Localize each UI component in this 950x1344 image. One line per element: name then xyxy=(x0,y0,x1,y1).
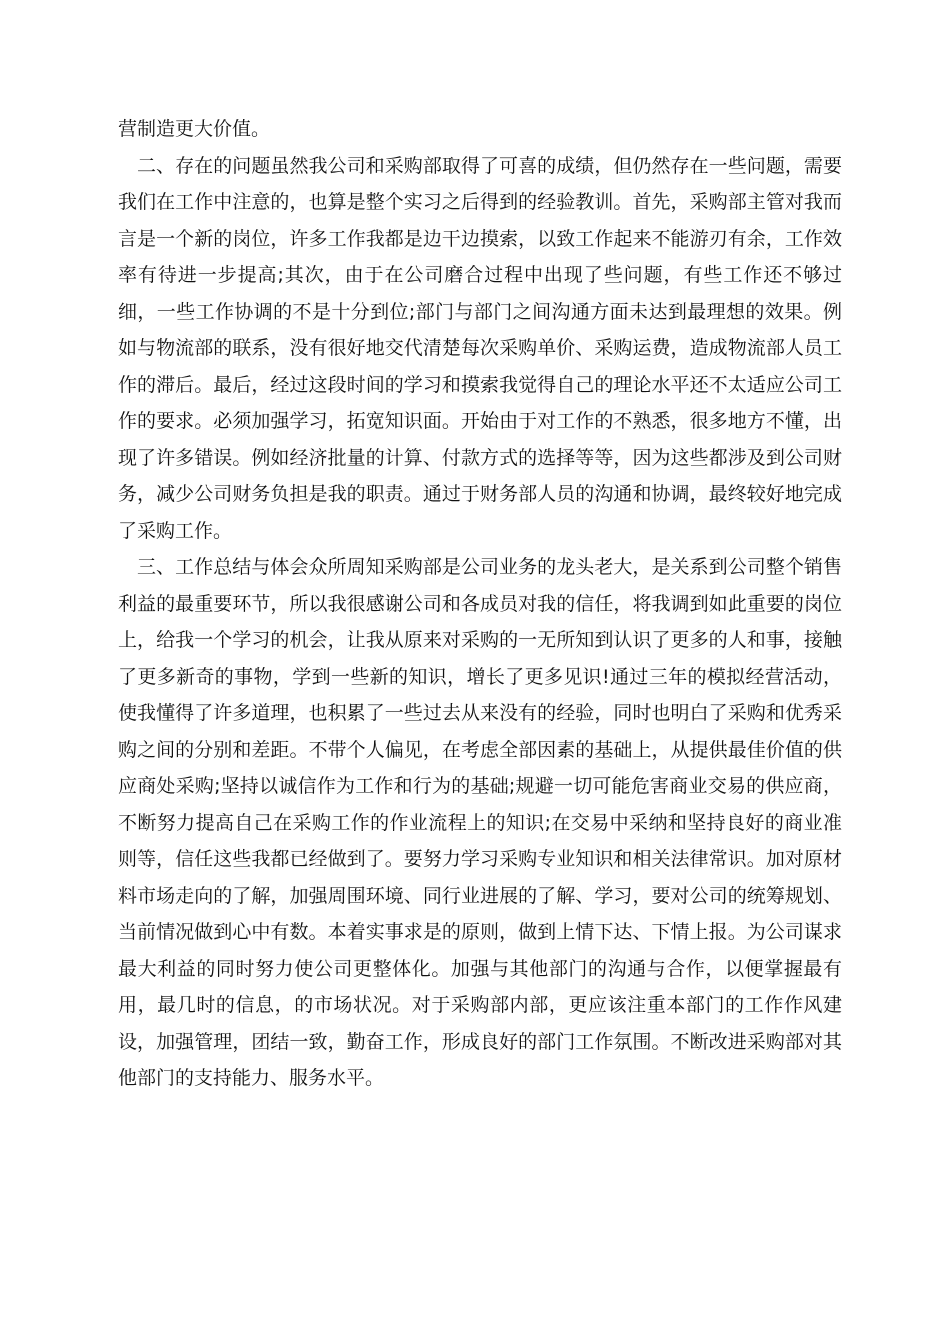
paragraph-problems: 二、存在的问题虽然我公司和采购部取得了可喜的成绩，但仍然存在一些问题，需要我们在工作中注意的，也算是整个实习之后得到的经验教训。首先，采购部主管对我而言是一个新的岗位，许多工作我都是边干边摸索，以致工作起来不能游刃有余，工作效率有待进一步提高;其次，由于在公司磨合过程中出现了些问题，有些工作还不够过细，一些工作协调的不是十分到位;部门与部门之间沟通方面未达到最理想的效果。例如与物流部的联系，没有很好地交代清楚每次采购单价、采购运费，造成物流部人员工作的滞后。最后，经过这段时间的学习和摸索我觉得自己的理论水平还不太适应公司工作的要求。必须加强学习，拓宽知识面。开始由于对工作的不熟悉，很多地方不懂，出现了许多错误。例如经济批量的计算、付款方式的选择等等，因为这些都涉及到公司财务，减少公司财务负担是我的职责。通过于财务部人员的沟通和协调，最终较好地完成了采购工作。 xyxy=(118,154,842,542)
paragraph-summary: 三、工作总结与体会众所周知采购部是公司业务的龙头老大，是关系到公司整个销售利益的最重要环节，所以我很感谢公司和各成员对我的信任，将我调到如此重要的岗位上，给我一个学习的机会，让我从原来对采购的一无所知到认识了更多的人和事，接触了更多新奇的事物，学到一些新的知识，增长了更多见识!通过三年的模拟经营活动，使我懂得了许多道理，也积累了一些过去从来没有的经验，同时也明白了采购和优秀采购之间的分别和差距。不带个人偏见，在考虑全部因素的基础上，从提供最佳价值的供应商处采购;坚持以诚信作为工作和行为的基础;规避一切可能危害商业交易的供应商，不断努力提高自己在采购工作的作业流程上的知识;在交易中采纳和坚持良好的商业准则等，信任这些我都已经做到了。要努力学习采购专业知识和相关法律常识。加对原材料市场走向的了解，加强周围环境、同行业进展的了解、学习，要对公司的统筹规划、当前情况做到心中有数。本着实事求是的原则，做到上情下达、下情上报。为公司谋求最大利益的同时努力使公司更整体化。加强与其他部门的沟通与合作，以便掌握最有用，最几时的信息，的市场状况。对于采购部内部，更应该注重本部门的工作作风建设，加强管理，团结一致，勤奋工作，形成良好的部门工作氛围。不断改进采购部对其他部门的支持能力、服务水平。 xyxy=(118,556,842,1089)
paragraph-continuation: 营制造更大价值。 xyxy=(118,118,271,140)
document-body xyxy=(118,111,842,1097)
